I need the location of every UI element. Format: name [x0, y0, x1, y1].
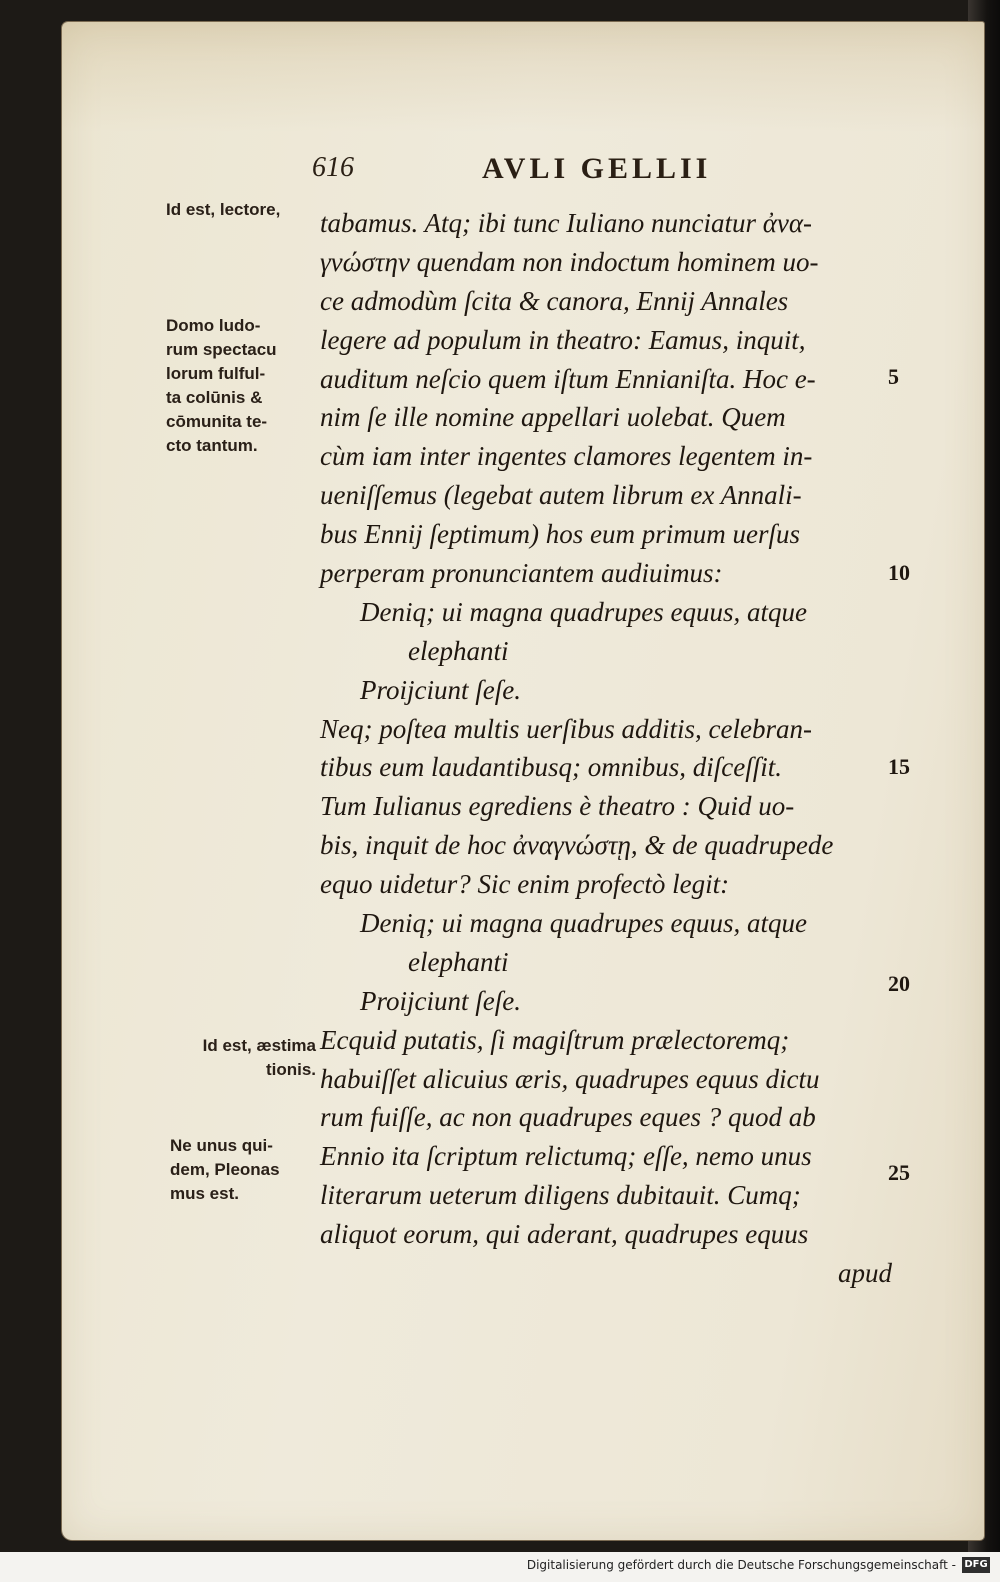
margin-note-line: dem, Pleonas [170, 1160, 280, 1179]
margin-note-lector [166, 198, 316, 222]
margin-note-line: lorum fulful- [166, 364, 266, 383]
text-line: ce admodùm ſcita & canora, Ennij Annales [320, 285, 789, 316]
dfg-logo: DFG [962, 1557, 990, 1573]
text-line: Ennio ita ſcriptum relictumq; eſſe, nemo unus [320, 1141, 812, 1172]
line-number: 5 [888, 364, 899, 389]
text-line: ueniſſemus (legebat autem librum ex Annali- [320, 480, 802, 511]
text-line: Neq; poſtea multis uerſibus additis, celebran- [320, 713, 812, 744]
text-line: literarum ueterum diligens dubitauit. Cumq; [320, 1180, 801, 1211]
verse-line: Proijciunt ſeſe. [360, 674, 521, 705]
text-line: equo uidetur? Sic enim profectò legit: [320, 869, 730, 900]
verse-line: Proijciunt ſeſe. [360, 985, 521, 1016]
line-number: 10 [888, 560, 910, 585]
text-line: γνώστην quendam non indoctum hominem uo- [320, 246, 819, 277]
margin-note-line: ta colūnis & [166, 388, 263, 407]
text-line: perperam pronunciantem audiuimus: [320, 558, 723, 589]
margin-note-line: Ne unus qui- [170, 1136, 273, 1155]
text-line: legere ad populum in theatro: Eamus, inquit, [320, 324, 806, 355]
margin-note-line: cto tantum. [166, 436, 258, 455]
text-line: bis, inquit de hoc ἀναγνώστῃ, & de quadrupede [320, 830, 834, 861]
text-line: nim ſe ille nomine appellari uolebat. Quem [320, 402, 786, 433]
margin-note-theatre [166, 314, 316, 458]
page-header [312, 152, 792, 196]
margin-note-line: Id est, lectore, [166, 200, 281, 219]
text-line: Tum Iulianus egrediens è theatro : Quid uo- [320, 791, 795, 822]
margin-note-line: mus est. [170, 1184, 239, 1203]
running-head: AVLI GELLII [482, 152, 712, 185]
margin-note-line: Id est, æstima [202, 1036, 316, 1055]
text-line: rum fuiſſe, ac non quadrupes eques ? quod ab [320, 1102, 816, 1133]
text-line: auditum neſcio quem iſtum Ennianiſta. Hoc e- [320, 363, 816, 394]
margin-note-line: cōmunita te- [166, 412, 268, 431]
page-number: 616 [312, 152, 354, 183]
funding-credit: Digitalisierung gefördert durch die Deutsche Forschungsgemeinschaft - [526, 1558, 956, 1572]
book-page [62, 22, 984, 1540]
margin-note-line: Domo ludo- [166, 316, 261, 335]
text-line: Ecquid putatis, ſi magiſtrum prælectoremq; [320, 1024, 790, 1055]
margin-note-pleonasmus [170, 1134, 320, 1206]
verse-line: Deniq; ui magna quadrupes equus, atque [360, 596, 807, 627]
verse-line: Deniq; ui magna quadrupes equus, atque [360, 908, 807, 939]
text-line: aliquot eorum, qui aderant, quadrupes equus [320, 1219, 809, 1250]
verse-line: elephanti [408, 635, 509, 666]
main-text [320, 204, 920, 1293]
text-line: tabamus. Atq; ibi tunc Iuliano nunciatur ἀνα- [320, 208, 813, 238]
footer-bar [0, 1552, 1000, 1582]
line-number: 20 [888, 971, 910, 996]
text-line: bus Ennij ſeptimum) hos eum primum uerſus [320, 519, 800, 550]
catchword: apud [838, 1258, 892, 1289]
line-number: 25 [888, 1160, 910, 1185]
margin-note-aestimationis [172, 1034, 316, 1082]
text-line: cùm iam inter ingentes clamores legentem in- [320, 441, 813, 472]
margin-note-line: rum spectacu [166, 340, 277, 359]
margin-note-line: tionis. [265, 1060, 316, 1079]
line-number: 15 [888, 754, 910, 779]
text-line: habuiſſet alicuius æris, quadrupes equus dictu [320, 1063, 820, 1094]
text-line: tibus eum laudantibusq; omnibus, diſceſſit. [320, 752, 782, 783]
verse-line: elephanti [408, 946, 509, 977]
